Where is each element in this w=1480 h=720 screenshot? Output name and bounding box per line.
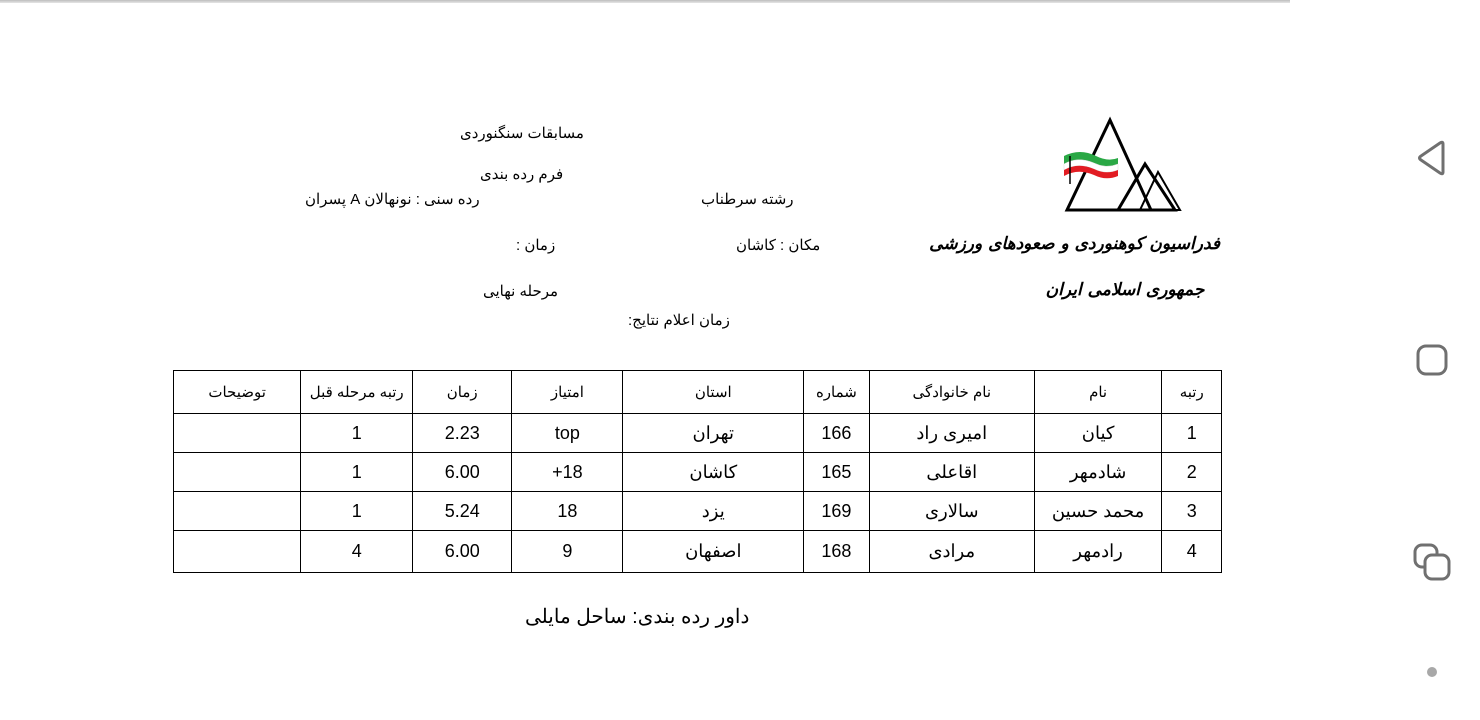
column-header: امتیاز: [512, 371, 623, 414]
table-cell: یزد: [623, 492, 804, 531]
logo-text-line1: فدراسیون کوهنوردی و صعودهای ورزشی: [929, 234, 1220, 254]
table-row: [174, 414, 1222, 453]
table-cell: 166: [804, 414, 870, 453]
home-icon: [1415, 343, 1449, 377]
table-cell: 169: [804, 492, 870, 531]
results-time-label: زمان اعلام نتایج:: [628, 312, 730, 329]
column-header: توضیحات: [174, 371, 301, 414]
navigation-bar: [1290, 0, 1480, 720]
table-header-row: [174, 371, 1222, 414]
table-cell: محمد حسین: [1034, 492, 1162, 531]
column-header: شماره: [804, 371, 870, 414]
table-cell: top: [512, 414, 623, 453]
table-cell: کاشان: [623, 453, 804, 492]
column-header: استان: [623, 371, 804, 414]
table-cell: 4: [301, 531, 413, 573]
table-cell: 165: [804, 453, 870, 492]
table-cell: کیان: [1034, 414, 1162, 453]
table-row: [174, 453, 1222, 492]
location-label: مکان : کاشان: [736, 237, 821, 254]
table-cell: 4: [1162, 531, 1222, 573]
logo-text-line2: جمهوری اسلامی ایران: [1045, 280, 1205, 300]
back-icon: [1415, 139, 1449, 177]
table-cell: امیری راد: [869, 414, 1034, 453]
table-cell: 3: [1162, 492, 1222, 531]
table-row: [174, 492, 1222, 531]
home-button[interactable]: [1412, 340, 1452, 380]
table-cell: شادمهر: [1034, 453, 1162, 492]
table-cell: 1: [301, 453, 413, 492]
mountain-flag-icon: [1030, 112, 1220, 242]
table-cell: رادمهر: [1034, 531, 1162, 573]
table-cell: [174, 531, 301, 573]
column-header: زمان: [413, 371, 512, 414]
recents-icon: [1412, 542, 1452, 582]
time-label: زمان :: [516, 237, 556, 254]
column-header: نام خانوادگی: [869, 371, 1034, 414]
assistant-button[interactable]: [1412, 652, 1452, 692]
table-cell: 6.00: [413, 531, 512, 573]
table-cell: [174, 492, 301, 531]
table-cell: 9: [512, 531, 623, 573]
table-cell: 5.24: [413, 492, 512, 531]
discipline-label: رشته سرطناب: [701, 191, 794, 208]
table-cell: تهران: [623, 414, 804, 453]
back-button[interactable]: [1412, 138, 1452, 178]
table-row: [174, 531, 1222, 573]
table-cell: سالاری: [869, 492, 1034, 531]
table-cell: 2.23: [413, 414, 512, 453]
table-cell: 1: [301, 492, 413, 531]
form-title: فرم رده بندی: [480, 166, 564, 183]
competition-title: مسابقات سنگنوردی: [460, 125, 584, 142]
table-cell: [174, 414, 301, 453]
column-header: نام: [1034, 371, 1162, 414]
table-cell: [174, 453, 301, 492]
table-cell: 168: [804, 531, 870, 573]
table-cell: 1: [301, 414, 413, 453]
age-category-label: رده سنی : نونهالان A پسران: [305, 191, 480, 208]
recents-button[interactable]: [1412, 542, 1452, 582]
stage-label: مرحله نهایی: [483, 283, 559, 300]
table-cell: 18: [512, 492, 623, 531]
assistant-dot-icon: [1425, 665, 1439, 679]
column-header: رتبه مرحله قبل: [301, 371, 413, 414]
referee-label: داور رده بندی: ساحل مایلی: [525, 606, 750, 628]
table-cell: اقاعلی: [869, 453, 1034, 492]
results-table: [173, 370, 1222, 573]
table-cell: 18+: [512, 453, 623, 492]
federation-logo: [929, 112, 1220, 322]
table-cell: 1: [1162, 414, 1222, 453]
table-cell: اصفهان: [623, 531, 804, 573]
table-cell: 6.00: [413, 453, 512, 492]
table-cell: مرادی: [869, 531, 1034, 573]
results-table-container: [0, 360, 1222, 590]
column-header: رتبه: [1162, 371, 1222, 414]
table-cell: 2: [1162, 453, 1222, 492]
